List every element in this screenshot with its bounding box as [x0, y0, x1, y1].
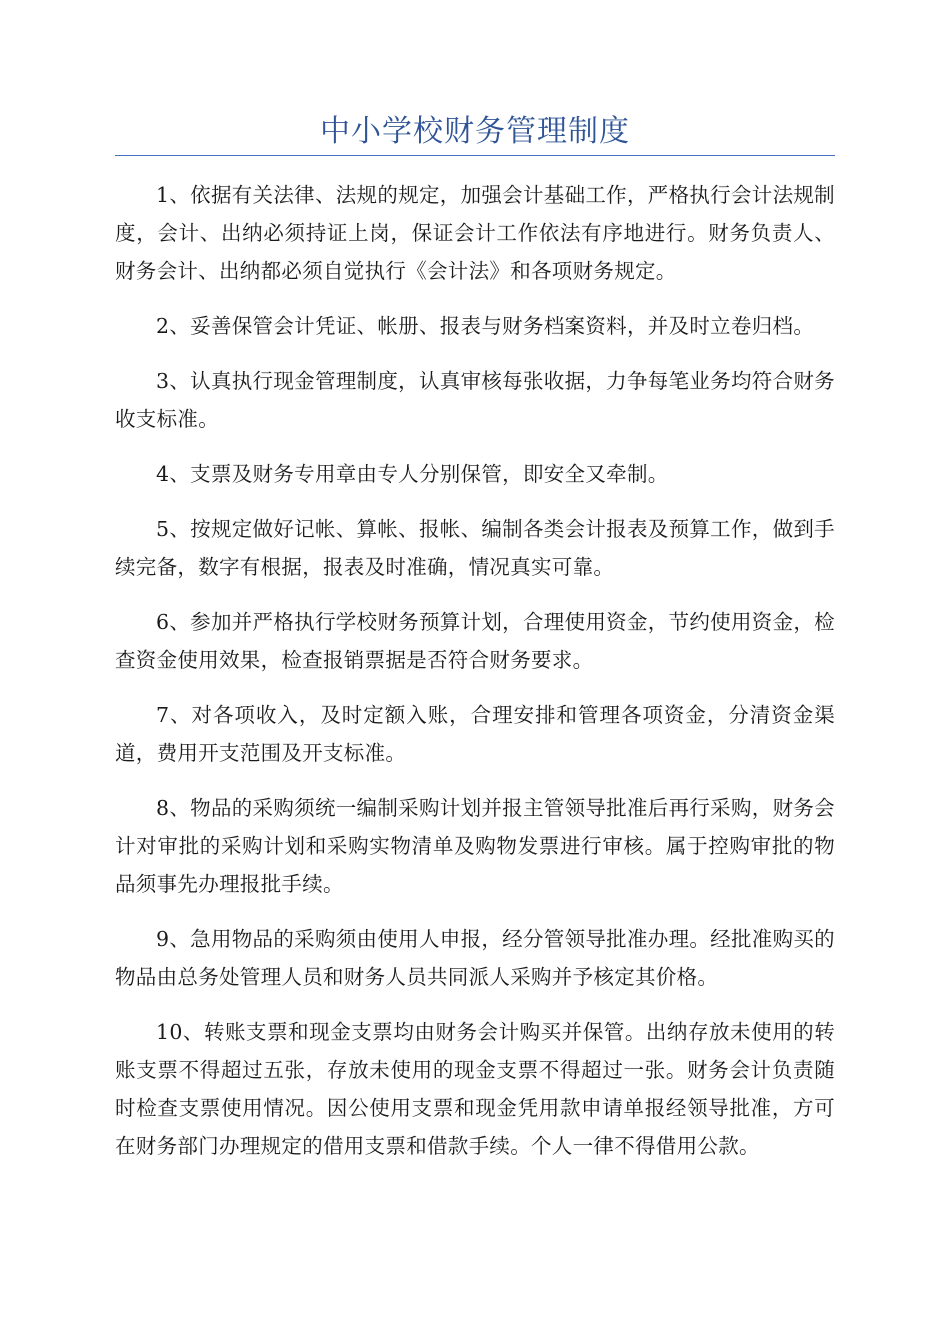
- document-body: [115, 176, 835, 1182]
- paragraph-1: 1、依据有关法律、法规的规定，加强会计基础工作，严格执行会计法规制度，会计、出纳必须持证上岗，保证会计工作依法有序地进行。财务负责人、财务会计、出纳都必须自觉执行《会计法》和各项财务规定。: [115, 183, 835, 283]
- paragraph-7: 7、对各项收入，及时定额入账，合理安排和管理各项资金，分清资金渠道，费用开支范围及开支标准。: [115, 703, 835, 765]
- paragraph-2: 2、妥善保管会计凭证、帐册、报表与财务档案资料，并及时立卷归档。: [156, 314, 815, 338]
- paragraph-5: 5、按规定做好记帐、算帐、报帐、编制各类会计报表及预算工作，做到手续完备，数字有根据，报表及时准确，情况真实可靠。: [115, 517, 835, 579]
- document-title: 中小学校财务管理制度: [320, 114, 630, 149]
- paragraph-10: 10、转账支票和现金支票均由财务会计购买并保管。出纳存放未使用的转账支票不得超过五张，存放未使用的现金支票不得超过一张。财务会计负责随时检查支票使用情况。因公使用支票和现金凭用款申请单报经领导批准，方可在财务部门办理规定的借用支票和借款手续。个人一律不得借用公款。: [115, 1020, 835, 1158]
- paragraph-6: 6、参加并严格执行学校财务预算计划，合理使用资金，节约使用资金，检查资金使用效果，检查报销票据是否符合财务要求。: [115, 610, 835, 672]
- paragraph-8: 8、物品的采购须统一编制采购计划并报主管领导批准后再行采购，财务会计对审批的采购计划和采购实物清单及购物发票进行审核。属于控购审批的物品须事先办理报批手续。: [115, 796, 835, 896]
- paragraph-3: 3、认真执行现金管理制度，认真审核每张收据，力争每笔业务均符合财务收支标准。: [115, 369, 835, 431]
- paragraph-9: 9、急用物品的采购须由使用人申报，经分管领导批准办理。经批准购买的物品由总务处管理人员和财务人员共同派人采购并予核定其价格。: [115, 927, 835, 989]
- title-underline: [115, 155, 835, 156]
- paragraph-4: 4、支票及财务专用章由专人分别保管，即安全又牵制。: [156, 462, 669, 486]
